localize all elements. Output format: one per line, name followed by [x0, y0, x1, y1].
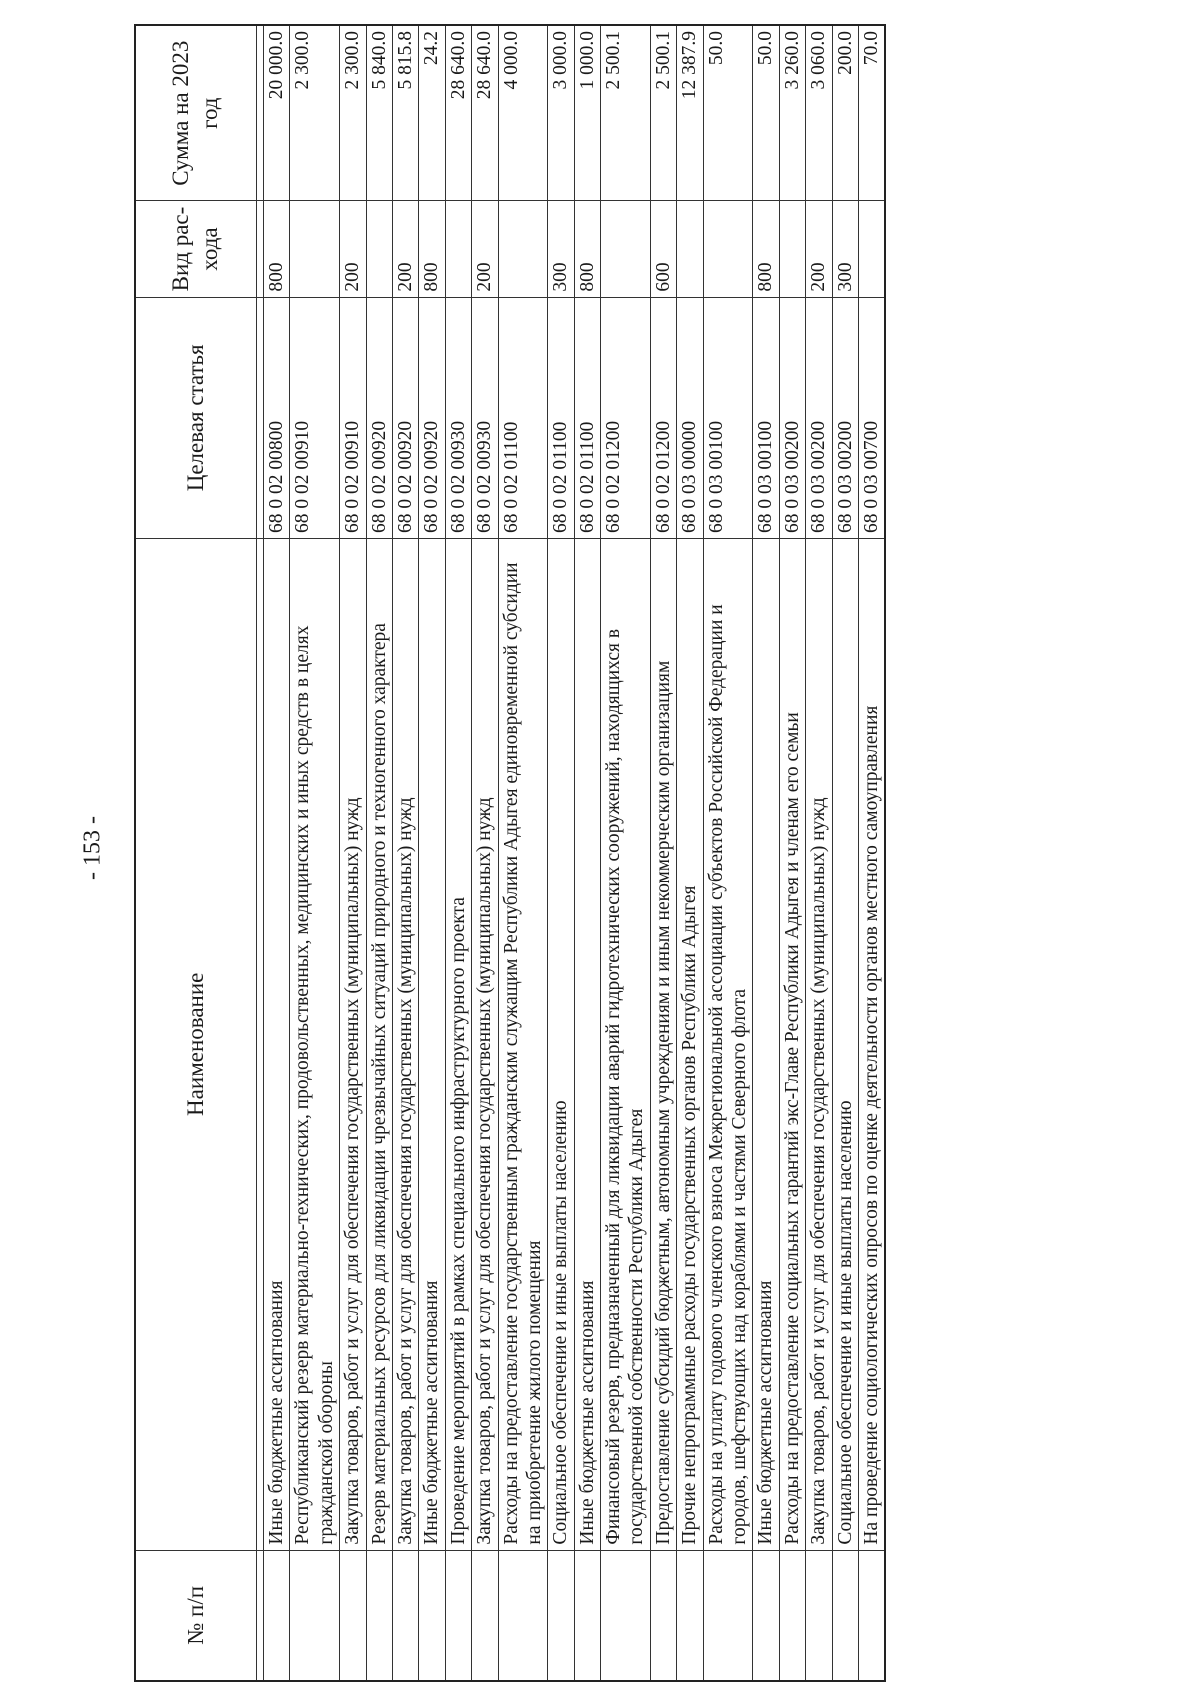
row-sum-cell: 3 060.0	[806, 25, 832, 201]
row-code-cell: 68 0 03 00700	[858, 297, 885, 538]
row-sum-cell: 50.0	[753, 25, 779, 201]
row-code-cell: 68 0 03 00100	[753, 297, 779, 538]
row-code-cell: 68 0 02 00920	[392, 297, 418, 538]
row-sum-cell: 5 840.0	[366, 25, 392, 201]
row-sum-cell: 1 000.0	[574, 25, 600, 201]
row-num-cell	[601, 1550, 651, 1681]
budget-table	[134, 24, 886, 1682]
row-code-cell: 68 0 02 00910	[340, 297, 366, 538]
row-num-cell	[779, 1550, 805, 1681]
table-row	[472, 25, 498, 1681]
row-num-cell	[650, 1550, 676, 1681]
row-sum-cell: 12 387.9	[677, 25, 703, 201]
row-num-cell	[472, 1550, 498, 1681]
row-sum-cell: 2 500.1	[601, 25, 651, 201]
header-kind: Вид рас-хода	[135, 201, 257, 297]
row-name-cell: Закупка товаров, работ и услуг для обеспечения государственных (муниципальных) нужд	[472, 539, 498, 1551]
row-kind-cell: 300	[832, 201, 858, 297]
row-kind-cell: 200	[806, 201, 832, 297]
row-kind-cell	[290, 201, 340, 297]
row-code-cell: 68 0 03 00200	[832, 297, 858, 538]
row-num-cell	[703, 1550, 753, 1681]
row-kind-cell	[779, 201, 805, 297]
row-code-cell: 68 0 02 00920	[366, 297, 392, 538]
header-num: № п/п	[135, 1550, 257, 1681]
table-row	[650, 25, 676, 1681]
row-name-cell: Расходы на предоставление государственным гражданским служащим Республики Адыгея единовременной субсидии на приобретение жилого помещения	[498, 539, 548, 1551]
row-sum-cell: 20 000.0	[264, 25, 290, 201]
table-row	[703, 25, 753, 1681]
row-kind-cell	[445, 201, 471, 297]
row-num-cell	[548, 1550, 574, 1681]
row-code-cell: 68 0 03 00200	[806, 297, 832, 538]
row-kind-cell	[703, 201, 753, 297]
table-row	[806, 25, 832, 1681]
row-code-cell: 68 0 02 01100	[548, 297, 574, 538]
header-name: Наименование	[135, 539, 257, 1551]
row-kind-cell	[366, 201, 392, 297]
row-sum-cell: 28 640.0	[472, 25, 498, 201]
row-code-cell: 68 0 02 01200	[650, 297, 676, 538]
row-kind-cell: 600	[650, 201, 676, 297]
row-code-cell: 68 0 02 00920	[419, 297, 445, 538]
row-num-cell	[290, 1550, 340, 1681]
row-num-cell	[340, 1550, 366, 1681]
page-number: - 153 -	[79, 816, 106, 880]
row-name-cell: Проведение мероприятий в рамках специального инфраструктурного проекта	[445, 539, 471, 1551]
row-kind-cell: 800	[574, 201, 600, 297]
row-name-cell: Иные бюджетные ассигнования	[753, 539, 779, 1551]
row-kind-cell: 200	[392, 201, 418, 297]
row-kind-cell	[601, 201, 651, 297]
table-row	[366, 25, 392, 1681]
row-num-cell	[574, 1550, 600, 1681]
row-code-cell: 68 0 02 01100	[574, 297, 600, 538]
table-body	[257, 25, 886, 1681]
row-code-cell: 68 0 02 00930	[472, 297, 498, 538]
row-sum-cell: 2 300.0	[340, 25, 366, 201]
table-row	[677, 25, 703, 1681]
row-sum-cell: 70.0	[858, 25, 885, 201]
row-name-cell: Прочие непрограммные расходы государственных органов Республики Адыгея	[677, 539, 703, 1551]
row-sum-cell: 24.2	[419, 25, 445, 201]
row-name-cell: Расходы на уплату годового членского взноса Межрегиональной ассоциации субъектов Российской Федерации и городов, шефствующих над кораблями и частями Северного флота	[703, 539, 753, 1551]
row-name-cell: Иные бюджетные ассигнования	[264, 539, 290, 1551]
table-header-row	[135, 25, 257, 1681]
row-code-cell: 68 0 02 01100	[498, 297, 548, 538]
row-sum-cell: 2 500.1	[650, 25, 676, 201]
row-code-cell: 68 0 02 00930	[445, 297, 471, 538]
row-code-cell: 68 0 03 00100	[703, 297, 753, 538]
row-kind-cell	[498, 201, 548, 297]
row-kind-cell: 800	[264, 201, 290, 297]
row-sum-cell: 4 000.0	[498, 25, 548, 201]
table-row	[548, 25, 574, 1681]
row-code-cell: 68 0 02 01200	[601, 297, 651, 538]
row-num-cell	[366, 1550, 392, 1681]
table-row	[419, 25, 445, 1681]
row-num-cell	[419, 1550, 445, 1681]
row-code-cell: 68 0 03 00200	[779, 297, 805, 538]
row-num-cell	[677, 1550, 703, 1681]
row-sum-cell: 3 000.0	[548, 25, 574, 201]
table-row	[832, 25, 858, 1681]
row-name-cell: Социальное обеспечение и иные выплаты населению	[832, 539, 858, 1551]
row-name-cell: Закупка товаров, работ и услуг для обеспечения государственных (муниципальных) нужд	[806, 539, 832, 1551]
row-name-cell: Закупка товаров, работ и услуг для обеспечения государственных (муниципальных) нужд	[340, 539, 366, 1551]
row-num-cell	[392, 1550, 418, 1681]
row-name-cell: На проведение социологических опросов по оценке деятельности органов местного самоуправления	[858, 539, 885, 1551]
row-name-cell: Предоставление субсидий бюджетным, автономным учреждениям и иным некоммерческим организациям	[650, 539, 676, 1551]
table-row	[779, 25, 805, 1681]
row-sum-cell: 5 815.8	[392, 25, 418, 201]
row-kind-cell: 800	[419, 201, 445, 297]
row-num-cell	[858, 1550, 885, 1681]
row-name-cell: Иные бюджетные ассигнования	[574, 539, 600, 1551]
row-name-cell: Финансовый резерв, предназначенный для ликвидации аварий гидротехнических сооружений, находящихся в государственной собственности Республики Адыгея	[601, 539, 651, 1551]
row-sum-cell: 200.0	[832, 25, 858, 201]
table-row	[290, 25, 340, 1681]
row-sum-cell: 50.0	[703, 25, 753, 201]
row-code-cell: 68 0 02 00800	[264, 297, 290, 538]
row-name-cell: Республиканский резерв материально-технических, продовольственных, медицинских и иных средств в целях гражданской обороны	[290, 539, 340, 1551]
row-sum-cell: 28 640.0	[445, 25, 471, 201]
row-kind-cell: 200	[472, 201, 498, 297]
row-name-cell: Расходы на предоставление социальных гарантий экс-Главе Республики Адыгея и членам его семьи	[779, 539, 805, 1551]
row-kind-cell	[677, 201, 703, 297]
table-row	[392, 25, 418, 1681]
row-name-cell: Закупка товаров, работ и услуг для обеспечения государственных (муниципальных) нужд	[392, 539, 418, 1551]
header-sum: Сумма на 2023 год	[135, 25, 257, 201]
table-row	[498, 25, 548, 1681]
row-kind-cell: 800	[753, 201, 779, 297]
row-num-cell	[264, 1550, 290, 1681]
rotated-page-content	[134, 24, 1139, 1682]
row-name-cell: Социальное обеспечение и иные выплаты населению	[548, 539, 574, 1551]
table-row	[445, 25, 471, 1681]
table-row	[264, 25, 290, 1681]
row-name-cell: Иные бюджетные ассигнования	[419, 539, 445, 1551]
row-kind-cell: 300	[548, 201, 574, 297]
row-sum-cell: 3 260.0	[779, 25, 805, 201]
table-row	[753, 25, 779, 1681]
table-row	[858, 25, 885, 1681]
table-row	[340, 25, 366, 1681]
row-kind-cell: 200	[340, 201, 366, 297]
row-num-cell	[498, 1550, 548, 1681]
row-kind-cell	[858, 201, 885, 297]
table-row	[574, 25, 600, 1681]
row-num-cell	[445, 1550, 471, 1681]
row-sum-cell: 2 300.0	[290, 25, 340, 201]
spacer-row	[257, 25, 264, 1681]
row-num-cell	[806, 1550, 832, 1681]
row-num-cell	[753, 1550, 779, 1681]
table-row	[601, 25, 651, 1681]
header-code: Целевая статья	[135, 297, 257, 538]
row-num-cell	[832, 1550, 858, 1681]
row-code-cell: 68 0 03 00000	[677, 297, 703, 538]
row-code-cell: 68 0 02 00910	[290, 297, 340, 538]
row-name-cell: Резерв материальных ресурсов для ликвидации чрезвычайных ситуаций природного и техногенного характера	[366, 539, 392, 1551]
